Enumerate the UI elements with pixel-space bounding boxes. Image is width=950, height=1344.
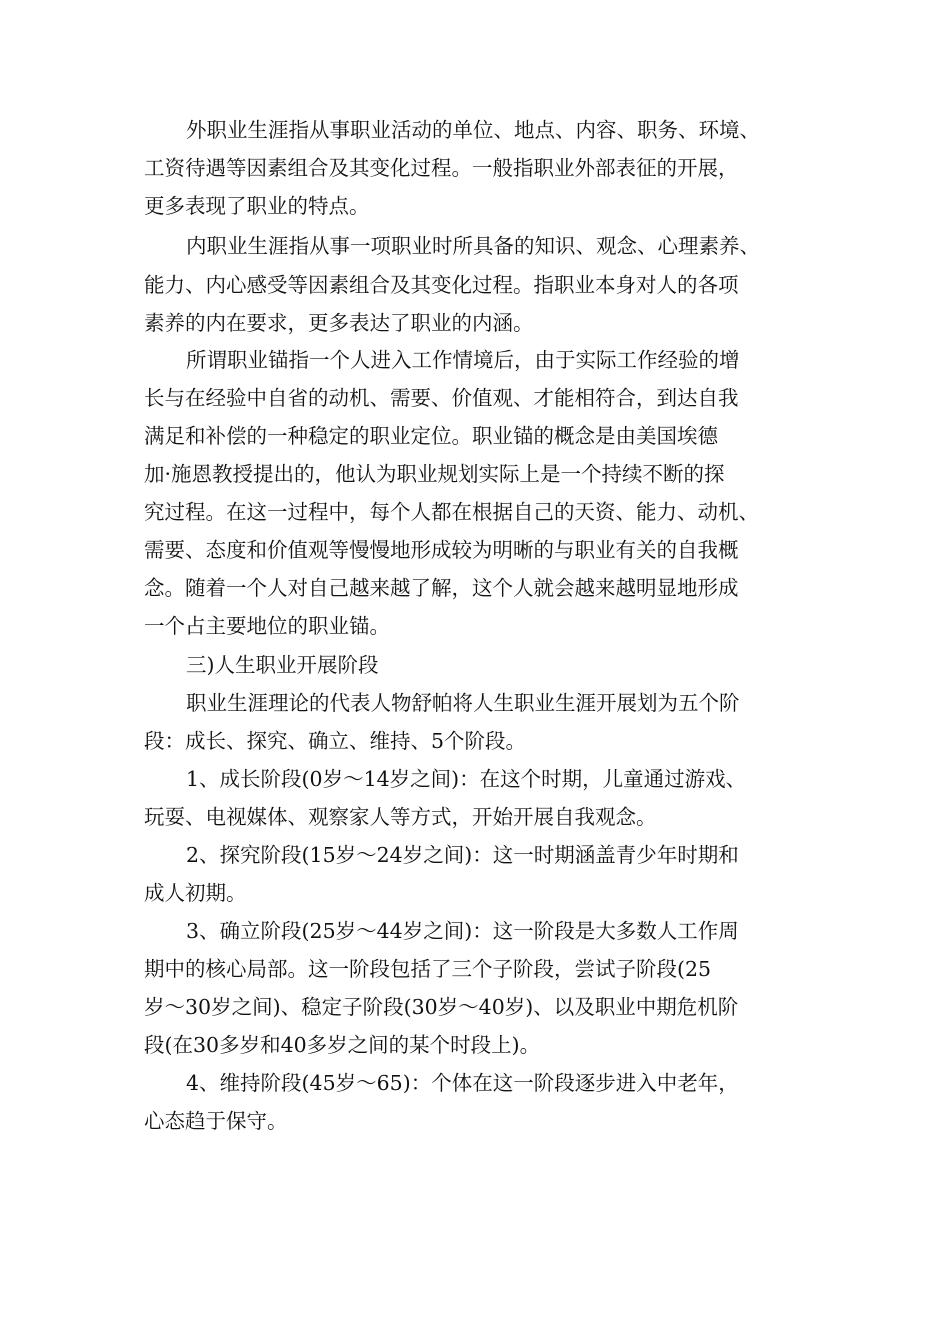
section-heading: 三)人生职业开展阶段 <box>186 653 379 677</box>
text-line: 加·施恩教授提出的，他认为职业规划实际上是一个持续不断的探 <box>144 462 725 486</box>
text-line: 长与在经验中自省的动机、需要、价值观、才能相符合，到达自我 <box>144 386 739 410</box>
text-line: 工资待遇等因素组合及其变化过程。一般指职业外部表征的开展， <box>144 156 739 180</box>
text-line: 4、维持阶段(45岁～65)：个体在这一阶段逐步进入中老年， <box>186 1071 739 1095</box>
text-line: 素养的内在要求，更多表达了职业的内涵。 <box>144 311 534 335</box>
text-line: 一个占主要地位的职业锚。 <box>144 614 390 638</box>
text-line: 念。随着一个人对自己越来越了解，这个人就会越来越明显地形成 <box>144 576 739 600</box>
text-line: 满足和补偿的一种稳定的职业定位。职业锚的概念是由美国埃德 <box>144 424 718 448</box>
text-line: 岁～30岁之间)、稳定子阶段(30岁～40岁)、以及职业中期危机阶 <box>144 995 739 1019</box>
text-line: 成人初期。 <box>144 881 247 905</box>
text-line: 1、成长阶段(0岁～14岁之间)：在这个时期，儿童通过游戏、 <box>186 767 747 791</box>
text-line: 所谓职业锚指一个人进入工作情境后，由于实际工作经验的增 <box>186 348 740 372</box>
text-line: 心态趋于保守。 <box>144 1109 288 1133</box>
text-line: 更多表现了职业的特点。 <box>144 194 370 218</box>
text-line: 职业生涯理论的代表人物舒帕将人生职业生涯开展划为五个阶 <box>186 691 740 715</box>
text-line: 需要、态度和价值观等慢慢地形成较为明晰的与职业有关的自我概 <box>144 538 739 562</box>
text-line: 期中的核心局部。这一阶段包括了三个子阶段，尝试子阶段(25 <box>144 957 712 981</box>
text-line: 段：成长、探究、确立、维持、5个阶段。 <box>144 729 527 753</box>
text-line: 段(在30多岁和40多岁之间的某个时段上)。 <box>144 1033 541 1057</box>
text-line: 3、确立阶段(25岁～44岁之间)：这一阶段是大多数人工作周 <box>186 919 739 943</box>
text-line: 究过程。在这一过程中，每个人都在根据自己的天资、能力、动机、 <box>144 500 759 524</box>
text-line: 内职业生涯指从事一项职业时所具备的知识、观念、心理素养、 <box>186 234 760 258</box>
text-line: 2、探究阶段(15岁～24岁之间)：这一时期涵盖青少年时期和 <box>186 843 739 867</box>
text-line: 玩耍、电视媒体、观察家人等方式，开始开展自我观念。 <box>144 805 657 829</box>
text-line: 能力、内心感受等因素组合及其变化过程。指职业本身对人的各项 <box>144 273 739 297</box>
text-line: 外职业生涯指从事职业活动的单位、地点、内容、职务、环境、 <box>186 118 760 142</box>
